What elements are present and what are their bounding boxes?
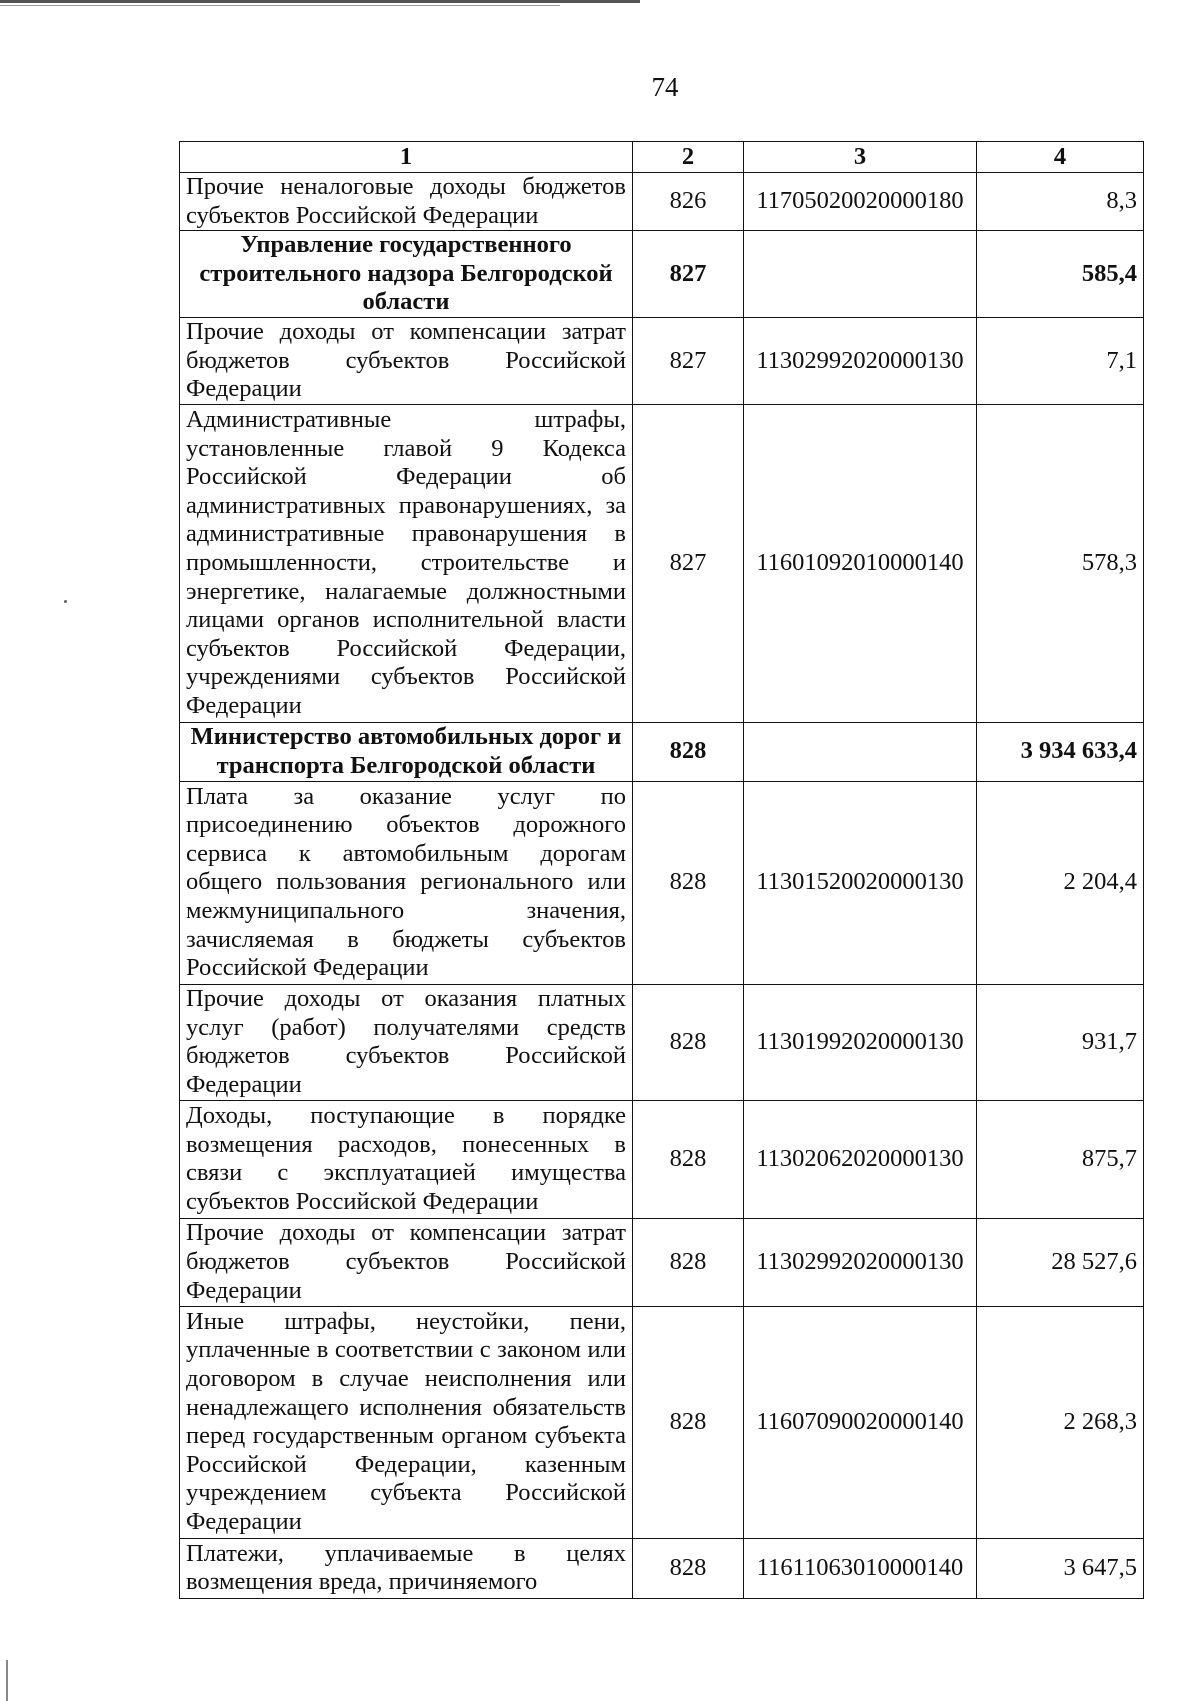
row-description: Прочие доходы от компенсации затрат бюджетов субъектов Российской Федерации bbox=[180, 317, 633, 404]
row-admin-code: 827 bbox=[633, 404, 744, 722]
row-amount: 3 934 633,4 bbox=[977, 722, 1144, 781]
row-amount: 2 268,3 bbox=[977, 1306, 1144, 1538]
row-kbk: 11301520020000130 bbox=[744, 781, 977, 984]
table-header-row bbox=[180, 142, 1144, 173]
row-kbk: 11607090020000140 bbox=[744, 1306, 977, 1538]
row-admin-code: 828 bbox=[633, 984, 744, 1100]
scan-edge-line bbox=[0, 0, 640, 3]
table-row-section bbox=[180, 722, 1144, 781]
table-row bbox=[180, 781, 1144, 984]
row-amount: 578,3 bbox=[977, 404, 1144, 722]
row-admin-code: 828 bbox=[633, 781, 744, 984]
row-admin-code: 827 bbox=[633, 317, 744, 404]
table-row bbox=[180, 1218, 1144, 1306]
table-row-section bbox=[180, 231, 1144, 318]
row-amount: 2 204,4 bbox=[977, 781, 1144, 984]
row-kbk bbox=[744, 722, 977, 781]
table-row bbox=[180, 1100, 1144, 1218]
table-row bbox=[180, 1538, 1144, 1598]
row-kbk: 11601092010000140 bbox=[744, 404, 977, 722]
table-row bbox=[180, 984, 1144, 1100]
row-kbk: 11302992020000130 bbox=[744, 317, 977, 404]
row-description: Прочие неналоговые доходы бюджетов субъектов Российской Федерации bbox=[180, 173, 633, 231]
row-kbk: 11302992020000130 bbox=[744, 1218, 977, 1306]
row-description: Министерство автомобильных дорог и транспорта Белгородской области bbox=[180, 722, 633, 781]
row-description: Управление государственного строительного надзора Белгородской области bbox=[180, 231, 633, 318]
row-kbk: 11301992020000130 bbox=[744, 984, 977, 1100]
row-kbk: 11611063010000140 bbox=[744, 1538, 977, 1598]
row-kbk bbox=[744, 231, 977, 318]
scan-speck bbox=[64, 600, 67, 603]
scan-edge-line-secondary bbox=[0, 5, 560, 6]
row-admin-code: 828 bbox=[633, 1218, 744, 1306]
header-cell-3: 3 bbox=[744, 142, 977, 173]
row-description: Административные штрафы, установленные главой 9 Кодекса Российской Федерации об административных правонарушениях, за административные правонарушения в промышленности, строительстве и энергетике, налагаемые должностными лицами органов исполнительной власти субъектов Российской Федерации, учреждениями субъектов Российской Федерации bbox=[180, 404, 633, 722]
row-amount: 8,3 bbox=[977, 173, 1144, 231]
revenue-table bbox=[179, 141, 1144, 1599]
table-row bbox=[180, 317, 1144, 404]
page-number: 74 bbox=[651, 72, 679, 102]
row-admin-code: 828 bbox=[633, 1306, 744, 1538]
row-admin-code: 828 bbox=[633, 1538, 744, 1598]
scan-edge-mark bbox=[6, 1660, 8, 1701]
row-admin-code: 827 bbox=[633, 231, 744, 318]
row-admin-code: 826 bbox=[633, 173, 744, 231]
row-description: Доходы, поступающие в порядке возмещения расходов, понесенных в связи с эксплуатацией имущества субъектов Российской Федерации bbox=[180, 1100, 633, 1218]
table-row bbox=[180, 1306, 1144, 1538]
table-row bbox=[180, 404, 1144, 722]
header-cell-1: 1 bbox=[180, 142, 633, 173]
header-cell-4: 4 bbox=[977, 142, 1144, 173]
row-description: Прочие доходы от оказания платных услуг (работ) получателями средств бюджетов субъектов Российской Федерации bbox=[180, 984, 633, 1100]
row-kbk: 11302062020000130 bbox=[744, 1100, 977, 1218]
header-cell-2: 2 bbox=[633, 142, 744, 173]
table-row bbox=[180, 173, 1144, 231]
row-description: Прочие доходы от компенсации затрат бюджетов субъектов Российской Федерации bbox=[180, 1218, 633, 1306]
row-amount: 28 527,6 bbox=[977, 1218, 1144, 1306]
row-description: Плата за оказание услуг по присоединению объектов дорожного сервиса к автомобильным дорогам общего пользования регионального или межмуниципального значения, зачисляемая в бюджеты субъектов Российской Федерации bbox=[180, 781, 633, 984]
row-description: Иные штрафы, неустойки, пени, уплаченные в соответствии с законом или договором в случае неисполнения или ненадлежащего исполнения обязательств перед государственным органом субъекта Российской Федерации, казенным учреждением субъекта Российской Федерации bbox=[180, 1306, 633, 1538]
row-description: Платежи, уплачиваемые в целях возмещения вреда, причиняемого bbox=[180, 1538, 633, 1598]
row-admin-code: 828 bbox=[633, 722, 744, 781]
row-amount: 585,4 bbox=[977, 231, 1144, 318]
row-amount: 7,1 bbox=[977, 317, 1144, 404]
row-amount: 3 647,5 bbox=[977, 1538, 1144, 1598]
row-amount: 875,7 bbox=[977, 1100, 1144, 1218]
row-admin-code: 828 bbox=[633, 1100, 744, 1218]
row-amount: 931,7 bbox=[977, 984, 1144, 1100]
row-kbk: 11705020020000180 bbox=[744, 173, 977, 231]
